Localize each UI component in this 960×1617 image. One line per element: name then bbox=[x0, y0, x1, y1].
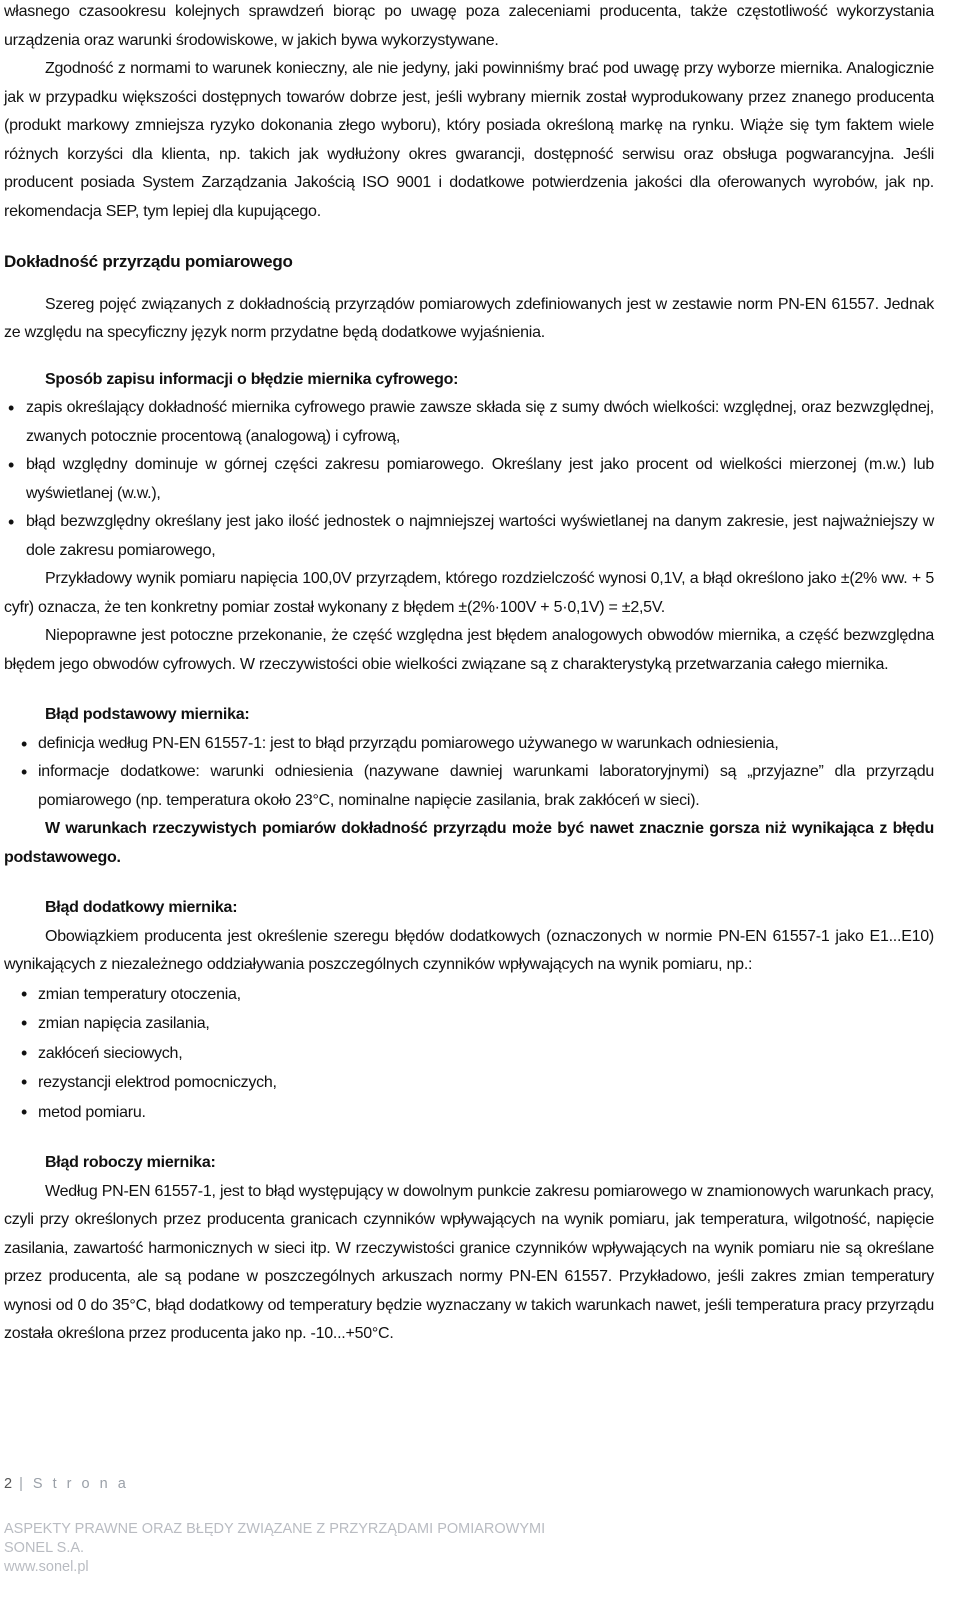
page-footer bbox=[4, 1520, 704, 1577]
dodatkowy-paragraph: Obowiązkiem producenta jest określenie szeregu błędów dodatkowych (oznaczonych w normie PN-EN 61557-1 jako E1...E10) wynikających z niezależnego oddziaływania poszczególnych czynników wpływających na wynik pomiaru, np.: bbox=[4, 927, 934, 973]
podstawowy-bold-paragraph: W warunkach rzeczywistych pomiarów dokładność przyrządu może być nawet znacznie gorsza niż wynikająca z błędu podstawowego. bbox=[4, 820, 934, 866]
page-number bbox=[4, 1476, 129, 1492]
zapis-title: Sposób zapisu informacji o błędzie miernika cyfrowego: bbox=[45, 370, 459, 388]
dodatkowy-list bbox=[4, 980, 934, 1128]
zapis-list bbox=[4, 394, 934, 565]
list-item: • rezystancji elektrod pomocniczych, bbox=[4, 1068, 934, 1098]
roboczy-paragraph: Według PN-EN 61557-1, jest to błąd występujący w dowolnym punkcie zakresu pomiarowego w znamionowych warunkach pracy, czyli przy określonych przez producenta granicach czynników wpływających na wynik pomiaru, jak temperatura, wilgotność, napięcie zasilania, zawartość harmonicznych w sieci itp. W rzeczywistości granice czynników wpływających na wynik pomiaru nie są określane przez producenta, ale są podane w poszczególnych arkuszach normy PN-EN 61557. Przykładowo, jeśli zakres zmian temperatury wynosi od 0 do 35°C, błąd dodatkowy od temperatury będzie wyznaczany w takich warunkach nawet, jeśli temperatura pracy przyrządu została określona przez producenta jako np. -10...+50°C. bbox=[4, 1182, 934, 1342]
zapis-example-paragraph: Przykładowy wynik pomiaru napięcia 100,0V przyrządem, którego rozdzielczość wynosi 0,1V, a błąd określono jako ±(2% ww. + 5 cyfr) oznacza, że ten konkretny pomiar został wykonany z błędem ±(2%·100V + 5·0,1V) = ±2,5V. bbox=[4, 570, 934, 616]
list-item: • błąd względny dominuje w górnej części zakresu pomiarowego. Określany jest jako procent od wielkości mierzonej (m.w.) lub wyświetlanej (w.w.), bbox=[4, 451, 934, 508]
intro-paragraph-1: własnego czasookresu kolejnych sprawdzeń biorąc po uwagę poza zaleceniami producenta, także częstotliwość wykorzystania urządzenia oraz warunki środowiskowe, w jakich bywa wykorzystywane. bbox=[4, 3, 934, 49]
list-item: • zmian napięcia zasilania, bbox=[4, 1009, 934, 1039]
document-body bbox=[4, 0, 934, 1349]
roboczy-title: Błąd roboczy miernika: bbox=[45, 1154, 216, 1171]
footer-company: SONEL S.A. bbox=[4, 1540, 85, 1556]
list-item: • zmian temperatury otoczenia, bbox=[4, 980, 934, 1010]
podstawowy-title: Błąd podstawowy miernika: bbox=[45, 706, 250, 723]
dodatkowy-title: Błąd dodatkowy miernika: bbox=[45, 899, 238, 916]
page-number-label: | S t r o n a bbox=[19, 1476, 129, 1492]
footer-website: www.sonel.pl bbox=[4, 1559, 89, 1575]
podstawowy-list bbox=[4, 730, 934, 816]
zapis-note-paragraph: Niepoprawne jest potoczne przekonanie, że część względna jest błędem analogowych obwodów miernika, a część bezwzględna błędem jego obwodów cyfrowych. W rzeczywistości obie wielkości związane są z charakterystyką przetwarzania całego miernika. bbox=[4, 627, 934, 673]
list-item: • informacje dodatkowe: warunki odniesienia (nazywane dawniej warunkami laboratoryjnymi) są „przyjazne” dla przyrządu pomiarowego (np. temperatura około 23°C, nominalne napięcie zasilania, brak zakłóceń w sieci). bbox=[4, 758, 934, 815]
list-item: • metod pomiaru. bbox=[4, 1098, 934, 1128]
section-title: Dokładność przyrządu pomiarowego bbox=[4, 252, 293, 271]
intro-paragraph-2: Zgodność z normami to warunek konieczny, ale nie jedyny, jaki powinniśmy brać pod uwagę przy wyborze miernika. Analogicznie jak w przypadku większości dostępnych towarów dobrze jest, jeśli wybrany miernik został wyprodukowany przez znanego producenta (produkt markowy zmniejsza ryzyko dokonania złego wyboru), który posiada określoną markę na rynku. Wiąże się tym faktem wiele różnych korzyści dla klienta, np. takich jak wydłużony okres gwarancji, dostępność serwisu oraz obsługa pogwarancyjna. Jeśli producent posiada System Zarządzania Jakością ISO 9001 i dodatkowe potwierdzenia jakości dla oferowanych wyrobów, jak np. rekomendacja SEP, tym lepiej dla kupującego. bbox=[4, 60, 934, 220]
page-number-value: 2 bbox=[4, 1476, 13, 1492]
list-item: • definicja według PN-EN 61557-1: jest to błąd przyrządu pomiarowego używanego w warunkach odniesienia, bbox=[4, 730, 934, 759]
list-item: • błąd bezwzględny określany jest jako ilość jednostek o najmniejszej wartości wyświetlanej na danym zakresie, jest najważniejszy w dole zakresu pomiarowego, bbox=[4, 508, 934, 565]
list-item: • zapis określający dokładność miernika cyfrowego prawie zawsze składa się z sumy dwóch wielkości: względnej, oraz bezwzględnej, zwanych potocznie procentową (analogową) i cyfrową, bbox=[4, 394, 934, 451]
section-paragraph: Szereg pojęć związanych z dokładnością przyrządów pomiarowych zdefiniowanych jest w zestawie norm PN-EN 61557. Jednak ze względu na specyficzny język norm przydatne będą dodatkowe wyjaśnienia. bbox=[4, 295, 934, 341]
footer-title: ASPEKTY PRAWNE ORAZ BŁĘDY ZWIĄZANE Z PRZYRZĄDAMI POMIAROWYMI bbox=[4, 1521, 546, 1537]
list-item: • zakłóceń sieciowych, bbox=[4, 1039, 934, 1069]
